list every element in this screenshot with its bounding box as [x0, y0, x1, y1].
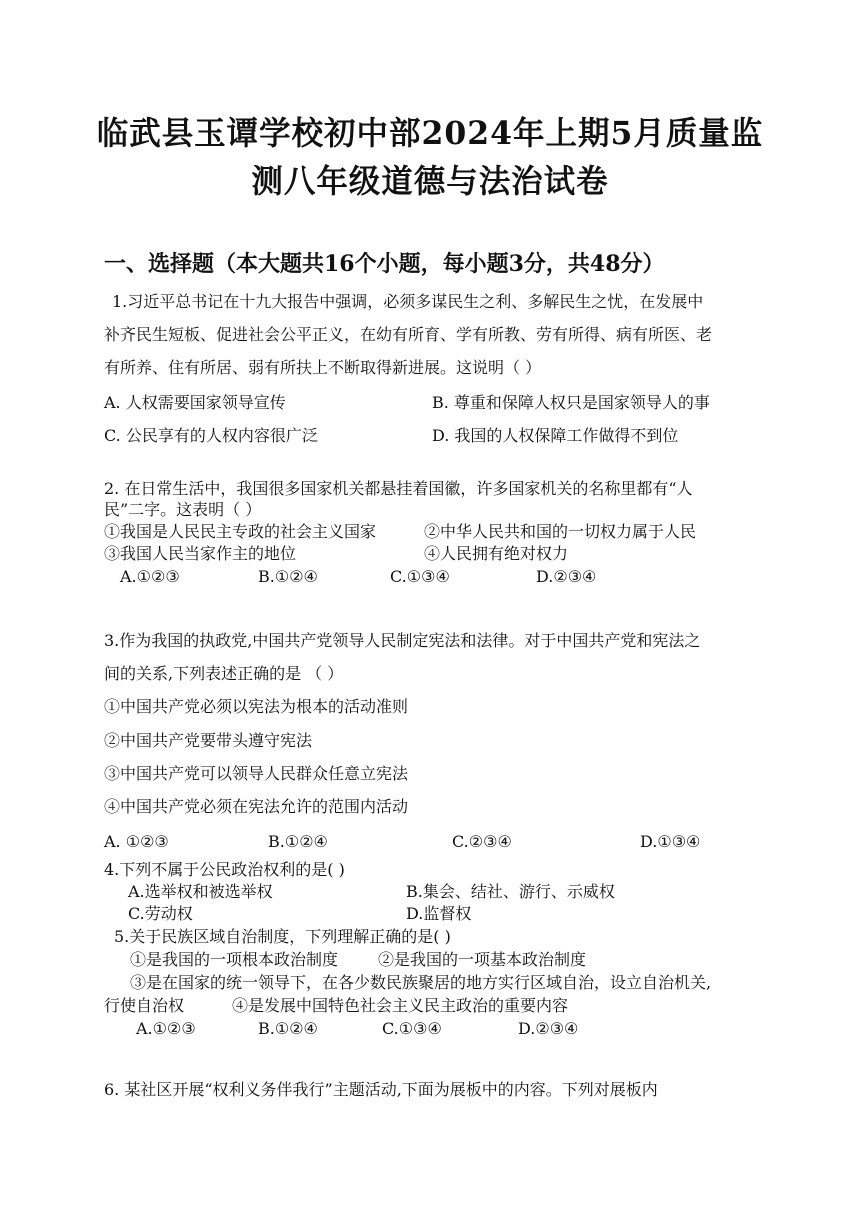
q5-option-c: C.①③④: [382, 1019, 442, 1038]
q5-option-d: D.②③④: [518, 1019, 579, 1038]
q2-option-a: A.①②③: [120, 567, 180, 586]
q4-option-a: A.选举权和被选举权: [128, 882, 273, 901]
q3-item-2: ②中国共产党要带头遵守宪法: [104, 731, 313, 750]
q1-option-a: A. 人权需要国家领导宣传: [104, 393, 286, 412]
q5-item-1: ①是我国的一项根本政治制度: [130, 950, 339, 969]
q2-stem-line-2: 民”二字。这表明（ ）: [104, 500, 262, 519]
q4-option-b: B.集会、结社、游行、示威权: [406, 882, 615, 901]
q1-stem-line-2: 补齐民生短板、促进社会公平正义，在幼有所育、学有所教、劳有所得、病有所医、老: [104, 325, 713, 344]
q3-option-b: B.①②④: [268, 832, 328, 851]
q1-stem-line-1: 1.习近平总书记在十九大报告中强调，必须多谋民生之利、多解民生之忧，在发展中: [112, 292, 704, 311]
q4-option-c: C.劳动权: [128, 904, 193, 923]
q2-option-b: B.①②④: [258, 567, 318, 586]
q4-stem: 4.下列不属于公民政治权利的是( ): [104, 860, 345, 879]
q1-option-d: D. 我国的人权保障工作做得不到位: [432, 426, 679, 445]
q4-option-d: D.监督权: [406, 904, 472, 923]
q5-item-2: ②是我国的一项基本政治制度: [378, 950, 587, 969]
q3-stem-line-2: 间的关系,下列表述正确的是 （ ）: [104, 664, 344, 683]
q1-option-c: C. 公民享有的人权内容很广泛: [104, 426, 318, 445]
q3-stem-line-1: 3.作为我国的执政党,中国共产党领导人民制定宪法和法律。对于中国共产党和宪法之: [104, 631, 701, 650]
q5-option-a: A.①②③: [136, 1019, 196, 1038]
q5-item-3: ③是在国家的统一领导下，在各少数民族聚居的地方实行区域自治，设立自治机关,: [130, 973, 712, 992]
exam-title-line-1: 临武县玉谭学校初中部2024年上期5月质量监: [96, 114, 764, 152]
q2-option-c: C.①③④: [390, 567, 450, 586]
exam-title-line-2: 测八年级道德与法治试卷: [251, 162, 609, 200]
q3-item-1: ①中国共产党必须以宪法为根本的活动准则: [104, 697, 409, 716]
q2-option-d: D.②③④: [536, 567, 597, 586]
q2-item-3: ③我国人民当家作主的地位: [104, 544, 297, 563]
q6-stem: 6. 某社区开展“权利义务伴我行”主题活动,下面为展板中的内容。下列对展板内: [104, 1080, 658, 1099]
q2-item-2: ②中华人民共和国的一切权力属于人民: [424, 522, 697, 541]
q3-option-c: C.②③④: [452, 832, 512, 851]
q2-item-4: ④人民拥有绝对权力: [424, 544, 569, 563]
q1-stem-line-3: 有所养、住有所居、弱有所扶上不断取得新进展。这说明（ ）: [104, 358, 542, 377]
q5-stem: 5.关于民族区域自治制度，下列理解正确的是( ): [114, 927, 451, 946]
q5-item-3-cont: 行使自治权: [104, 996, 185, 1015]
q3-option-a: A. ①②③: [104, 832, 169, 851]
q3-item-4: ④中国共产党必须在宪法允许的范围内活动: [104, 797, 409, 816]
section-heading-choice: 一、选择题（本大题共16个小题，每小题3分，共48分）: [104, 251, 665, 277]
q5-item-4: ④是发展中国特色社会主义民主政治的重要内容: [232, 996, 569, 1015]
q1-option-b: B. 尊重和保障人权只是国家领导人的事: [432, 393, 710, 412]
q2-item-1: ①我国是人民民主专政的社会主义国家: [104, 522, 377, 541]
q5-option-b: B.①②④: [258, 1019, 318, 1038]
q3-item-3: ③中国共产党可以领导人民群众任意立宪法: [104, 764, 409, 783]
q2-stem-line-1: 2. 在日常生活中，我国很多国家机关都悬挂着国徽，许多国家机关的名称里都有“人: [104, 479, 693, 498]
q3-option-d: D.①③④: [640, 832, 701, 851]
